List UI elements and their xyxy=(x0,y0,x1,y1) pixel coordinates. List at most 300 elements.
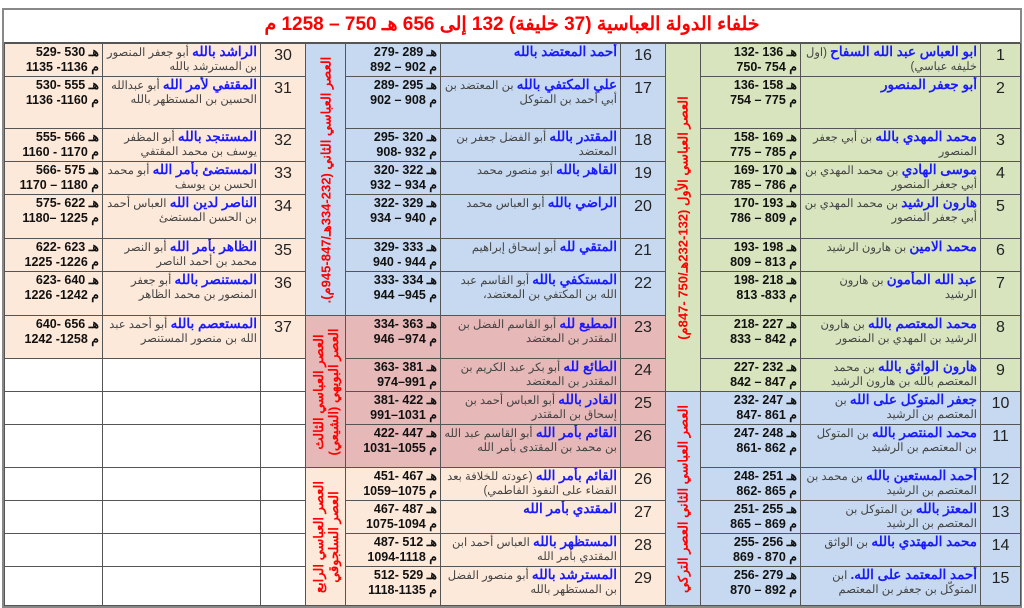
caliph-name xyxy=(441,129,621,162)
caliph-number xyxy=(261,468,306,501)
caliph-name xyxy=(801,316,981,359)
reign-dates xyxy=(5,239,103,272)
table-row xyxy=(5,44,1021,77)
caliph-name xyxy=(801,77,981,129)
caliph-name xyxy=(103,272,261,316)
reign-dates xyxy=(5,77,103,129)
gregorian-dates: 1226 -1242 م xyxy=(24,288,99,302)
reign-dates xyxy=(5,316,103,359)
caliph-number: 15 xyxy=(981,567,1021,606)
gregorian-dates: 892 – 902 م xyxy=(370,60,437,74)
caliph-number: 12 xyxy=(981,468,1021,501)
caliph-name xyxy=(103,567,261,606)
caliph-title: ابو العباس عبد الله السفاح xyxy=(830,44,977,59)
caliph-lineage: أبو إسحاق إبراهيم xyxy=(471,242,557,254)
table-row xyxy=(5,77,1021,129)
caliph-number: 4 xyxy=(981,162,1021,195)
caliph-title: المستكفي بالله xyxy=(532,272,617,287)
hijri-dates: 512- 529 هـ xyxy=(373,568,437,582)
caliph-number xyxy=(261,392,306,425)
caliph-title: هارون الرشيد xyxy=(901,195,977,210)
hijri-dates: 256- 279 هـ xyxy=(733,568,797,582)
hijri-dates: 467- 487 هـ xyxy=(373,502,437,516)
caliph-title: موسى الهادي xyxy=(901,162,977,177)
hijri-dates: 232- 247 هـ xyxy=(733,393,797,407)
caliph-lineage: بن أبي جعفر المنصور xyxy=(813,132,977,158)
reign-dates xyxy=(701,239,801,272)
caliph-number: 34 xyxy=(261,195,306,239)
gregorian-dates: 862- 865 م xyxy=(736,484,797,498)
caliph-number: 10 xyxy=(981,392,1021,425)
caliph-number: 28 xyxy=(621,534,666,567)
caliph-title: المستنجد بالله xyxy=(177,129,257,144)
reign-dates xyxy=(5,162,103,195)
reign-dates xyxy=(701,534,801,567)
hijri-dates: 422- 447 هـ xyxy=(373,426,437,440)
caliph-title: جعفر المتوكل على الله xyxy=(849,392,977,407)
hijri-dates: 136- 158 هـ xyxy=(733,78,797,92)
caliph-number: 29 xyxy=(621,567,666,606)
reign-dates xyxy=(346,567,441,606)
caliph-title: المعتز بالله xyxy=(915,501,977,516)
caliph-name xyxy=(103,501,261,534)
caliph-name xyxy=(103,44,261,77)
reign-dates xyxy=(346,534,441,567)
caliph-number: 13 xyxy=(981,501,1021,534)
gregorian-dates: 842 – 847 م xyxy=(730,375,797,389)
caliph-name xyxy=(801,567,981,606)
hijri-dates: 158- 169 هـ xyxy=(733,130,797,144)
gregorian-dates: 1242 -1258 م xyxy=(24,332,99,346)
page-title: خلفاء الدولة العباسية (37 خليفة) 132 إلى 656 هـ 750 – 1258 م xyxy=(4,10,1020,43)
table-row xyxy=(5,272,1021,316)
gregorian-dates: 1075-1094 م xyxy=(365,517,437,531)
hijri-dates: 623- 640 هـ xyxy=(35,273,99,287)
reign-dates xyxy=(346,129,441,162)
reign-dates xyxy=(5,425,103,468)
caliph-name xyxy=(103,77,261,129)
reign-dates xyxy=(5,501,103,534)
reign-dates xyxy=(701,316,801,359)
caliph-name xyxy=(103,468,261,501)
hijri-dates: 193- 198 هـ xyxy=(733,240,797,254)
caliph-number: 35 xyxy=(261,239,306,272)
gregorian-dates: 974–991 م xyxy=(377,375,437,389)
table-row xyxy=(5,392,1021,425)
caliph-name xyxy=(801,468,981,501)
caliph-lineage: بن المتوكل بن المعتصم بن الرشيد xyxy=(816,428,977,454)
hijri-dates: 575- 622 هـ xyxy=(35,196,99,210)
hijri-dates: 322- 329 هـ xyxy=(373,196,437,210)
caliph-title: المستنصر بالله xyxy=(174,272,257,287)
caliph-name xyxy=(801,272,981,316)
caliph-title: الراشد بالله xyxy=(192,44,257,59)
caliph-title: أحمد المعتضد بالله xyxy=(513,44,617,59)
caliph-number: 14 xyxy=(981,534,1021,567)
reign-dates xyxy=(346,77,441,129)
reign-dates xyxy=(346,44,441,77)
era-label-cell xyxy=(666,44,701,392)
caliph-title: المطيع لله xyxy=(559,316,617,331)
caliph-name xyxy=(801,359,981,392)
caliph-lineage: أبو جعفر المنصور بن المسترشد بالله xyxy=(107,47,257,73)
caliph-title: محمد الامين xyxy=(909,239,977,254)
hijri-dates: 289- 295 هـ xyxy=(373,78,437,92)
gregorian-dates: 786 – 809 م xyxy=(730,211,797,225)
gregorian-dates: 750- 754 م xyxy=(736,60,797,74)
caliph-number: 5 xyxy=(981,195,1021,239)
caliph-name xyxy=(801,195,981,239)
caliph-lineage: أبو العباس محمد xyxy=(466,198,545,210)
reign-dates xyxy=(701,129,801,162)
reign-dates xyxy=(701,162,801,195)
reign-dates xyxy=(701,425,801,468)
caliph-title: هارون الواثق بالله xyxy=(878,359,977,374)
gregorian-dates: 1136 -1160 م xyxy=(25,93,99,107)
caliph-name xyxy=(441,468,621,501)
caliph-number: 11 xyxy=(981,425,1021,468)
caliph-name xyxy=(801,129,981,162)
hijri-dates: 227- 232 هـ xyxy=(733,360,797,374)
gregorian-dates: 1180– 1225 م xyxy=(22,211,99,225)
gregorian-dates: 1094-1118 م xyxy=(367,550,437,564)
caliph-name xyxy=(801,534,981,567)
reign-dates xyxy=(346,425,441,468)
gregorian-dates: 870 – 892 م xyxy=(730,583,797,597)
caliph-lineage: بن المتوكل بن المعتصم بن الرشيد xyxy=(845,504,977,530)
caliph-lineage: أبو العباس أحمد بن إسحاق بن المقتدر xyxy=(464,395,617,421)
reign-dates xyxy=(701,501,801,534)
reign-dates xyxy=(701,359,801,392)
caliph-number: 33 xyxy=(261,162,306,195)
caliph-number: 18 xyxy=(621,129,666,162)
era-label: العصر العباسي الرابع العصر السلجوقي xyxy=(310,480,341,593)
caliph-title: أحمد المعتمد على الله. xyxy=(850,567,977,582)
caliph-title: محمد المهدي بالله xyxy=(875,129,977,144)
caliph-title: عبد الله المأمون xyxy=(886,272,977,287)
caliph-number xyxy=(261,359,306,392)
caliph-lineage: أبو الفضل جعفر بن المعتضد xyxy=(456,132,617,158)
gregorian-dates: 944 –945 م xyxy=(373,288,437,302)
caliph-lineage: بن محمد المهدي بن أبي جعفر المنصور xyxy=(805,165,977,191)
caliph-name xyxy=(103,316,261,359)
gregorian-dates: 902 – 908 م xyxy=(370,93,437,107)
reign-dates xyxy=(346,359,441,392)
gregorian-dates: 754 – 775 م xyxy=(730,93,797,107)
caliph-number: 23 xyxy=(621,316,666,359)
caliph-lineage: (عودته للخلافة بعد القضاء على النفوذ الفاطمي) xyxy=(447,471,617,497)
caliph-lineage: بن هارون الرشيد xyxy=(839,275,977,301)
table-row xyxy=(5,162,1021,195)
gregorian-dates: 775 – 785 م xyxy=(730,145,797,159)
reign-dates xyxy=(5,359,103,392)
table-row xyxy=(5,567,1021,606)
caliph-name xyxy=(441,162,621,195)
caliph-number: 24 xyxy=(621,359,666,392)
caliph-lineage: أبو جعفر المنصور بن محمد الظاهر xyxy=(130,275,257,301)
gregorian-dates: 908- 932 م xyxy=(376,145,437,159)
caliph-title: علي المكتفي بالله xyxy=(516,77,617,92)
hijri-dates: 363- 381 هـ xyxy=(373,360,437,374)
caliph-title: محمد المعتصم بالله xyxy=(868,316,977,331)
reign-dates xyxy=(346,162,441,195)
gregorian-dates: 833 – 842 م xyxy=(730,332,797,346)
table-row xyxy=(5,534,1021,567)
hijri-dates: 251- 255 هـ xyxy=(733,502,797,516)
gregorian-dates: 991–1031 م xyxy=(370,408,437,422)
gregorian-dates: 1118-1135 م xyxy=(368,583,437,597)
caliph-lineage: ابن المتوكّل بن جعفر بن المعتصم xyxy=(832,570,977,596)
caliph-title: محمد المنتصر بالله xyxy=(871,425,977,440)
caliph-number xyxy=(261,534,306,567)
era-label: العصر العباسي الثالث العصر البويهي (الشيعي) xyxy=(310,327,341,456)
caliph-lineage: بن هارون الرشيد xyxy=(826,242,907,254)
reign-dates xyxy=(701,195,801,239)
hijri-dates: 487- 512 هـ xyxy=(373,535,437,549)
caliph-number: 19 xyxy=(621,162,666,195)
gregorian-dates: 1160 - 1170 م xyxy=(22,145,99,159)
caliph-number: 26 xyxy=(621,468,666,501)
caliph-number: 21 xyxy=(621,239,666,272)
caliph-lineage: أبو القاسم الفضل بن المقتدر بن المعتضد xyxy=(457,319,617,345)
gregorian-dates: 940 - 944 م xyxy=(372,255,437,269)
era-label-cell xyxy=(666,392,701,606)
caliph-number: 20 xyxy=(621,195,666,239)
caliphs-table-container xyxy=(2,8,1022,608)
caliph-title: القادر بالله xyxy=(558,392,617,407)
caliph-number: 32 xyxy=(261,129,306,162)
era-label-cell xyxy=(306,316,346,468)
reign-dates xyxy=(346,468,441,501)
hijri-dates: 381- 422 هـ xyxy=(373,393,437,407)
caliph-lineage: بن محمد بن المعتصم بن الرشيد xyxy=(806,471,977,497)
caliph-lineage: أبو منصور محمد xyxy=(476,165,553,177)
caliph-lineage: بن المعتصم بن الرشيد xyxy=(834,395,977,421)
hijri-dates: 555- 566 هـ xyxy=(35,130,99,144)
caliph-lineage: أبو القاسم عبد الله بن محمد بن المقتدى بأمر الله xyxy=(444,428,617,454)
caliph-lineage: أبو منصور الفضل بن المستظهر بالله xyxy=(447,570,617,596)
table-row xyxy=(5,501,1021,534)
era-label: العصر العباسي الثاني (232-334هـ/847-945م). xyxy=(318,56,333,303)
hijri-dates: 279- 289 هـ xyxy=(373,45,437,59)
gregorian-dates: 847- 861 م xyxy=(736,408,797,422)
caliph-lineage: (اول خليفه عباسي) xyxy=(805,47,977,73)
caliph-name xyxy=(441,239,621,272)
caliph-name xyxy=(441,392,621,425)
caliph-name xyxy=(103,239,261,272)
caliph-lineage: بن محمد المعتصم بالله بن هارون الرشيد xyxy=(830,362,977,388)
hijri-dates: 622- 623 هـ xyxy=(35,240,99,254)
caliph-lineage: بن الواثق xyxy=(824,537,869,549)
gregorian-dates: 1135 -1136 م xyxy=(25,60,99,74)
caliph-lineage: العباس أحمد ابن المقتدي بأمر الله xyxy=(452,537,617,563)
hijri-dates: 333- 334 هـ xyxy=(373,273,437,287)
caliph-lineage: أبو القاسم عبد الله بن المكتفي بن المعتضد، xyxy=(460,275,617,301)
caliph-number: 7 xyxy=(981,272,1021,316)
hijri-dates: 295- 320 هـ xyxy=(373,130,437,144)
caliph-name xyxy=(103,129,261,162)
reign-dates xyxy=(701,468,801,501)
table-row xyxy=(5,468,1021,501)
hijri-dates: 320- 322 هـ xyxy=(373,163,437,177)
caliph-title: القائم بأمر الله xyxy=(535,468,617,483)
gregorian-dates: 865 – 869 م xyxy=(730,517,797,531)
reign-dates xyxy=(346,239,441,272)
caliph-name xyxy=(801,239,981,272)
gregorian-dates: 932 – 934 م xyxy=(370,178,437,192)
caliph-title: الراضي بالله xyxy=(547,195,617,210)
hijri-dates: 329- 333 هـ xyxy=(373,240,437,254)
caliph-title: أحمد المستعين بالله xyxy=(866,468,977,483)
caliph-number: 27 xyxy=(621,501,666,534)
caliph-number: 1 xyxy=(981,44,1021,77)
caliph-number: 9 xyxy=(981,359,1021,392)
era-label: العصر العباسي الثاني العصر التركي xyxy=(675,404,691,593)
gregorian-dates: 934 – 940 م xyxy=(370,211,437,225)
caliph-title: المستعصم بالله xyxy=(170,316,257,331)
caliph-number: 2 xyxy=(981,77,1021,129)
caliph-lineage: أبو المظفر يوسف بن محمد المقتفي xyxy=(124,132,257,158)
table-row xyxy=(5,195,1021,239)
caliph-name xyxy=(441,359,621,392)
hijri-dates: 530- 555 هـ xyxy=(35,78,99,92)
table-row xyxy=(5,129,1021,162)
caliph-name xyxy=(441,316,621,359)
caliph-title: المتقي لله xyxy=(559,239,617,254)
caliph-number: 31 xyxy=(261,77,306,129)
reign-dates xyxy=(5,129,103,162)
caliph-number xyxy=(261,425,306,468)
hijri-dates: 132- 136 هـ xyxy=(733,45,797,59)
caliph-title: المقتدي بأمر الله xyxy=(523,501,617,516)
caliph-name xyxy=(801,44,981,77)
caliph-lineage: أبو محمد الحسن بن يوسف xyxy=(107,165,257,191)
caliph-name xyxy=(441,501,621,534)
table-row xyxy=(5,239,1021,272)
caliph-number: 6 xyxy=(981,239,1021,272)
caliph-title: محمد المهتدي بالله xyxy=(871,534,977,549)
caliph-name xyxy=(801,392,981,425)
gregorian-dates: 946 –974 م xyxy=(373,332,437,346)
caliph-number: 37 xyxy=(261,316,306,359)
caliph-name xyxy=(801,501,981,534)
reign-dates xyxy=(5,272,103,316)
caliph-name xyxy=(103,162,261,195)
caliph-lineage: بن محمد المهدي بن أبي جعفر المنصور xyxy=(804,198,977,224)
caliph-name xyxy=(103,195,261,239)
caliph-name xyxy=(441,44,621,77)
hijri-dates: 451- 467 هـ xyxy=(373,469,437,483)
caliph-lineage: أبو أحمد عبد الله بن منصور المستنصر xyxy=(109,319,257,345)
reign-dates xyxy=(346,316,441,359)
hijri-dates: 247- 248 هـ xyxy=(733,426,797,440)
hijri-dates: 218- 227 هـ xyxy=(733,317,797,331)
hijri-dates: 255- 256 هـ xyxy=(733,535,797,549)
caliph-lineage: أبو عبدالله الحسين بن المستظهر بالله xyxy=(111,80,257,106)
caliph-title: المستظهر بالله xyxy=(533,534,617,549)
caliph-number: 30 xyxy=(261,44,306,77)
caliph-lineage: أبو بكر عبد الكريم بن المقتدر بن المعتضد xyxy=(460,362,617,388)
caliph-number: 25 xyxy=(621,392,666,425)
caliph-lineage: بن المعتضد بن أبي أحمد بن المتوكل xyxy=(444,80,617,106)
reign-dates xyxy=(701,44,801,77)
hijri-dates: 334- 363 هـ xyxy=(373,317,437,331)
caliph-name xyxy=(103,534,261,567)
era-label-cell xyxy=(306,468,346,606)
caliph-lineage: أبو النصر محمد بن أحمد الناصر xyxy=(124,242,257,268)
reign-dates xyxy=(5,44,103,77)
caliph-name xyxy=(441,77,621,129)
hijri-dates: 169- 170 هـ xyxy=(733,163,797,177)
reign-dates xyxy=(346,195,441,239)
caliph-title: القاهر بالله xyxy=(556,162,617,177)
caliph-name xyxy=(801,162,981,195)
caliph-name xyxy=(103,392,261,425)
caliph-title: المقتدر بالله xyxy=(549,129,617,144)
gregorian-dates: 1225 -1226 م xyxy=(24,255,99,269)
gregorian-dates: 1059–1075 م xyxy=(363,484,437,498)
caliph-number: 16 xyxy=(621,44,666,77)
gregorian-dates: 809 – 813 م xyxy=(730,255,797,269)
caliph-name xyxy=(441,425,621,468)
caliph-title: المستضئ بأمر الله xyxy=(152,162,257,177)
hijri-dates: 529- 530 هـ xyxy=(35,45,99,59)
hijri-dates: 198- 218 هـ xyxy=(733,273,797,287)
caliphs-table xyxy=(4,43,1021,606)
gregorian-dates: 861- 862 م xyxy=(736,441,797,455)
era-label-cell xyxy=(306,44,346,316)
reign-dates xyxy=(701,272,801,316)
gregorian-dates: 1031–1055 م xyxy=(363,441,437,455)
table-row xyxy=(5,359,1021,392)
reign-dates xyxy=(701,567,801,606)
caliph-number: 3 xyxy=(981,129,1021,162)
gregorian-dates: 869 - 870 م xyxy=(732,550,797,564)
caliph-title: المسترشد بالله xyxy=(531,567,617,582)
reign-dates xyxy=(701,77,801,129)
era-label: العصر العباسي الأول (132-232هـ/750 -847م) xyxy=(675,95,691,340)
caliph-number: 17 xyxy=(621,77,666,129)
table-row xyxy=(5,316,1021,359)
caliph-number xyxy=(261,567,306,606)
hijri-dates: 566- 575 هـ xyxy=(35,163,99,177)
caliph-title: الظاهر بأمر الله xyxy=(169,239,257,254)
reign-dates xyxy=(5,468,103,501)
caliph-lineage: بن هارون الرشيد بن المهدي بن المنصور xyxy=(820,319,977,345)
caliph-title: المقتفي لأمر الله xyxy=(162,77,257,92)
caliph-name xyxy=(441,195,621,239)
hijri-dates: 640- 656 هـ xyxy=(35,317,99,331)
caliph-title: الناصر لدين الله xyxy=(169,195,257,210)
caliph-name xyxy=(441,272,621,316)
caliph-number: 22 xyxy=(621,272,666,316)
reign-dates xyxy=(701,392,801,425)
reign-dates xyxy=(5,195,103,239)
caliph-lineage: العباس أحمد بن الحسن المستضئ xyxy=(107,198,257,224)
caliph-name xyxy=(441,567,621,606)
hijri-dates: 248- 251 هـ xyxy=(733,469,797,483)
caliph-title: القائم بأمر الله xyxy=(535,425,617,440)
caliph-number: 26 xyxy=(621,425,666,468)
reign-dates xyxy=(346,272,441,316)
caliph-name xyxy=(441,534,621,567)
caliph-name xyxy=(103,359,261,392)
caliph-title: أبو جعفر المنصور xyxy=(880,77,977,92)
reign-dates xyxy=(346,392,441,425)
caliph-title: الطائع لله xyxy=(563,359,617,374)
reign-dates xyxy=(5,534,103,567)
caliph-number: 36 xyxy=(261,272,306,316)
